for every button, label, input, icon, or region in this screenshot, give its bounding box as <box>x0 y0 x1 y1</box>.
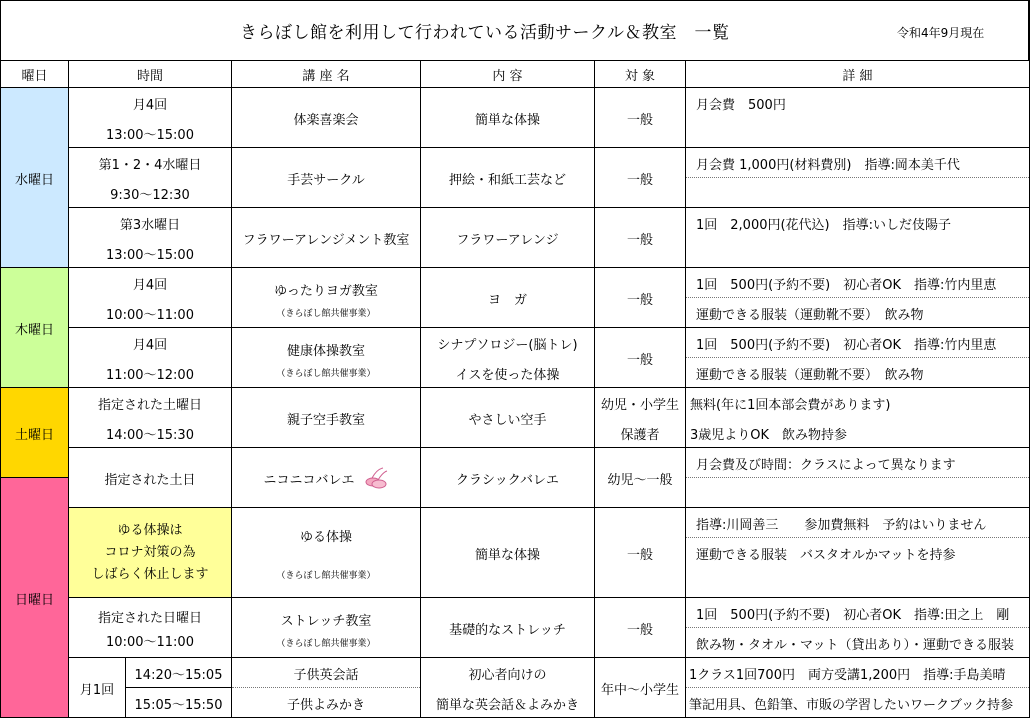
row0-detail1: 月会費 500円 <box>696 97 786 113</box>
grid-line <box>0 60 1030 61</box>
row9-content1: 初心者向けの <box>468 667 547 683</box>
row8-time2: 10:00～11:00 <box>106 634 194 650</box>
grid-line <box>125 687 231 688</box>
header-content: 内 容 <box>492 69 523 84</box>
row3-target: 一般 <box>626 292 653 308</box>
row6-target: 幼児～一般 <box>607 472 673 488</box>
grid-line <box>68 147 1030 148</box>
row9-content2: 簡単な英会話＆よみかき <box>435 697 579 713</box>
note-line-2: コロナ対策の為 <box>104 545 196 560</box>
row3-detail1: 1回 500円(予約不要) 初心者OK 指導:竹内里恵 <box>696 277 997 293</box>
row9-time2: 15:05～15:50 <box>134 697 223 713</box>
row8-sub: （きらぼし館共催事業） <box>276 638 376 649</box>
row4-detail2: 運動できる服装（運動靴不要） 飲み物 <box>696 367 924 383</box>
row0-target: 一般 <box>626 112 653 128</box>
row5-content: やさしい空手 <box>468 412 547 428</box>
row3-time1: 月4回 <box>132 277 168 293</box>
row9-name2: 子供よみかき <box>286 697 365 713</box>
row5-target1: 幼児・小学生 <box>600 397 679 413</box>
name-separator <box>232 687 420 688</box>
row8-detail1: 1回 500円(予約不要) 初心者OK 指導:田之上 剛 <box>696 607 1010 623</box>
day-label-saturday: 土曜日 <box>14 427 54 443</box>
header-target: 対 象 <box>624 69 656 84</box>
grid-line <box>420 60 421 718</box>
header-day: 曜日 <box>21 69 48 84</box>
row7-detail1: 指導:川岡善三 参加費無料 予約はいりません <box>696 517 987 533</box>
row5-time1: 指定された土曜日 <box>97 397 202 413</box>
row3-time2: 10:00～11:00 <box>106 307 194 323</box>
page-title: きらぼし館を利用して行われている活動サークル＆教室 一覧 <box>240 23 730 43</box>
ballet-shoes-icon <box>363 465 389 491</box>
detail-separator <box>686 687 1029 688</box>
note-line-3: しばらく休止します <box>91 567 209 582</box>
row4-sub: （きらぼし館共催事業） <box>276 368 376 379</box>
row6-time1: 指定された土日 <box>104 472 196 488</box>
grid-line <box>0 387 1030 388</box>
row8-time1: 指定された日曜日 <box>97 610 202 626</box>
row9-target: 年中～小学生 <box>600 682 679 698</box>
row8-detail2: 飲み物・タオル・マット（貸出あり）・運動できる服装 <box>696 637 1014 653</box>
detail-separator <box>686 357 1029 358</box>
day-thursday <box>1 268 68 388</box>
row9-frequency: 月1回 <box>79 682 115 698</box>
row4-name: 健康体操教室 <box>286 343 365 359</box>
row7-target: 一般 <box>626 547 653 563</box>
row2-time1: 第3水曜日 <box>119 217 181 233</box>
grid-line <box>68 597 1030 598</box>
detail-separator <box>686 177 1029 178</box>
grid-line <box>0 87 1030 88</box>
grid-line <box>68 327 1030 328</box>
grid-line <box>125 658 126 718</box>
row6-detail1: 月会費及び時間：クラスによって異なります <box>696 457 956 473</box>
grid-line <box>0 60 1 718</box>
row1-content: 押絵・和紙工芸など <box>448 172 566 188</box>
row5-name: 親子空手教室 <box>286 412 365 428</box>
row3-detail2: 運動できる服装（運動靴不要） 飲み物 <box>696 307 924 323</box>
row3-name: ゆったりヨガ教室 <box>274 283 378 299</box>
grid-line <box>0 267 1030 268</box>
row9-detail1: 1クラス1回700円 両方受講1,200円 指導:手島美晴 <box>689 667 1006 683</box>
yuru-suspension-note <box>69 508 231 598</box>
day-wednesday <box>1 88 68 268</box>
detail-separator <box>686 297 1029 298</box>
row0-time1: 月4回 <box>132 97 168 113</box>
row0-name: 体楽喜楽会 <box>293 112 359 128</box>
day-label-wednesday: 水曜日 <box>14 172 54 188</box>
grid-line <box>68 60 69 718</box>
day-label-sunday: 日曜日 <box>14 592 54 608</box>
header-time: 時間 <box>136 69 163 84</box>
row7-detail2: 運動できる服装 バスタオルかマットを持参 <box>696 547 956 563</box>
detail-separator <box>686 627 1029 628</box>
row4-content2: イスを使った体操 <box>455 367 560 383</box>
row0-time2: 13:00～15:00 <box>106 127 194 143</box>
day-label-thursday: 木曜日 <box>14 322 54 338</box>
row2-detail1: 1回 2,000円(花代込) 指導:いしだ伎陽子 <box>696 217 952 233</box>
row5-detail2: 3歳児よりOK 飲み物持参 <box>690 427 848 443</box>
note-line-1: ゆる体操は <box>117 523 183 538</box>
grid-line <box>68 507 1030 508</box>
row4-detail1: 1回 500円(予約不要) 初心者OK 指導:竹内里恵 <box>696 337 997 353</box>
row4-content1: シナプソロジー(脳トレ) <box>437 337 578 353</box>
row9-detail2: 筆記用具、色鉛筆、市販の学習したいワークブック持参 <box>689 697 1014 713</box>
row5-time2: 14:00～15:30 <box>106 427 194 443</box>
grid-line <box>0 477 68 478</box>
header-details: 詳 細 <box>842 69 873 84</box>
detail-separator <box>686 477 1029 478</box>
row9-time1: 14:20～15:05 <box>134 667 223 683</box>
day-saturday <box>1 388 68 478</box>
row3-sub: （きらぼし館共催事業） <box>276 308 376 319</box>
row4-time1: 月4回 <box>132 337 168 353</box>
row6-name: ニコニコバレエ <box>263 472 355 488</box>
row3-content: ヨ ガ <box>487 292 527 308</box>
row1-target: 一般 <box>626 172 653 188</box>
row8-name: ストレッチ教室 <box>280 613 372 629</box>
detail-separator <box>686 537 1029 538</box>
row1-time1: 第1・2・4水曜日 <box>98 157 202 173</box>
grid-line <box>231 60 232 718</box>
row1-name: 手芸サークル <box>287 172 365 188</box>
header-course-name: 講 座 名 <box>302 69 350 84</box>
grid-line <box>68 447 1030 448</box>
row6-content: クラシックバレエ <box>456 472 559 488</box>
title-area <box>0 0 1030 60</box>
row7-sub: （きらぼし館共催事業） <box>276 570 376 581</box>
row7-content: 簡単な体操 <box>474 547 540 563</box>
row5-target2: 保護者 <box>620 427 660 443</box>
row4-time2: 11:00～12:00 <box>106 367 194 383</box>
row2-name: フラワーアレンジメント教室 <box>242 232 410 248</box>
row7-name: ゆる体操 <box>299 529 352 545</box>
row1-time2: 9:30～12:30 <box>110 187 190 203</box>
row2-target: 一般 <box>626 232 653 248</box>
row4-target: 一般 <box>626 352 653 368</box>
row8-target: 一般 <box>626 622 653 638</box>
row9-name1: 子供英会話 <box>293 667 359 683</box>
row8-content: 基礎的なストレッチ <box>449 622 566 638</box>
row5-detail1: 無料(年に1回本部会費があります) <box>690 397 891 413</box>
row2-content: フラワーアレンジ <box>456 232 559 248</box>
row6-name-cell <box>232 448 420 508</box>
grid-line <box>68 657 1030 658</box>
grid-line <box>68 207 1030 208</box>
row1-detail1: 月会費 1,000円(材料費別) 指導:岡本美千代 <box>696 157 960 173</box>
row0-content: 簡単な体操 <box>474 112 540 128</box>
row2-time2: 13:00～15:00 <box>106 247 194 263</box>
day-sunday <box>1 478 68 718</box>
as-of-date: 令和4年9月現在 <box>897 26 985 40</box>
grid-line <box>594 60 595 718</box>
grid-line <box>685 60 686 718</box>
